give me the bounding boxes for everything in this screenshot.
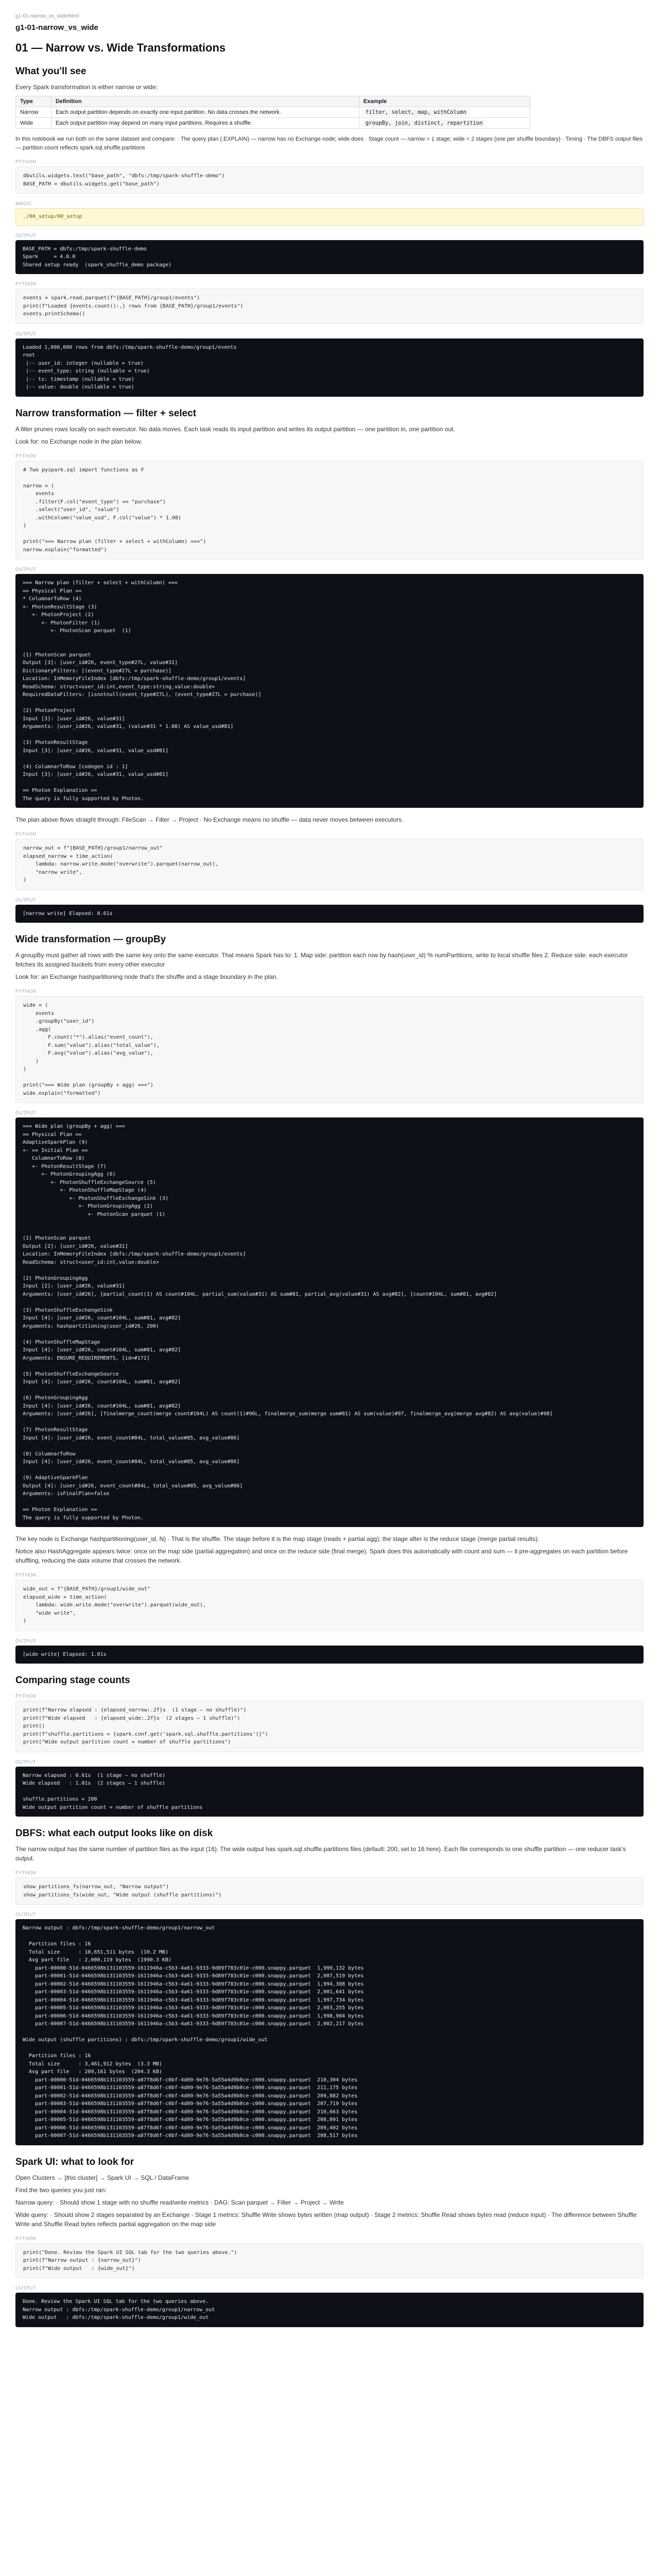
- output-text: Done. Review the Spark UI SQL tab for the two queries above. Narrow output : dbfs:/tmp/spark-shuffle-demo/group1/narrow_out Wide output : dbfs:/tmp/spark-shuffle-demo/group1/wide_out: [23, 2299, 215, 2320]
- output-cell: [15, 331, 644, 397]
- output-text: BASE_PATH = dbfs:/tmp/spark-shuffle-demo Spark = 4.0.0 Shared setup ready (spark_shuffle_demo package): [23, 246, 171, 268]
- table-header: Definition: [51, 96, 359, 107]
- code-block[interactable]: [15, 839, 644, 890]
- output-text: Loaded 1,000,000 rows from dbfs:/tmp/spark-shuffle-demo/group1/events root |-- user_id: integer (nullable = true) |-- event_type: string (nullable = true) |-- ts: timestamp (nullable = true) |-- value: double (nullable = true): [23, 344, 237, 390]
- output-text: [wide write] Elapsed: 1.01s: [23, 1651, 107, 1657]
- output-text: Narrow elapsed : 0.61s (1 stage — no shuffle) Wide elapsed : 1.01s (2 stages — 1 shuffle) shuffle.partitions = 200 Wide output partition count = number of shuffle partitions: [23, 1772, 203, 1810]
- table-cell: Narrow: [16, 107, 51, 118]
- code-block[interactable]: [15, 1701, 644, 1752]
- code-cell[interactable]: [15, 1693, 644, 1752]
- code-cell[interactable]: [15, 989, 644, 1103]
- code-text: print("Done. Review the Spark UI SQL tab for the two queries above.") print(f"Narrow output : {narrow_out}") print(f"Wide output : {wide_out}"): [23, 2249, 237, 2272]
- table-row: [16, 107, 530, 118]
- code-cell[interactable]: [15, 1572, 644, 1631]
- output-cell: [15, 1912, 644, 2145]
- output-block: [15, 2293, 644, 2327]
- output-cell: [15, 1110, 644, 1527]
- wide-paragraph: A groupBy must gather all rows with the same key onto the same executor. That means Spark has to: 1. Map side: partition each row by hash(user_id) % numPartitions, write to local shuffle files 2. Reduce side: each executor fetches its assigned buckets from every other executor: [15, 952, 628, 968]
- table-cell: Each output partition may depend on many input partitions. Requires a shuffle.: [51, 118, 359, 129]
- code-text: narrow_out = f"{BASE_PATH}/group1/narrow_out" elapsed_narrow = time_action( lambda: narrow.write.mode("overwrite").parquet(narrow_out), "narrow write", ): [23, 845, 219, 883]
- section-wide: Wide transformation — groupBy: [15, 934, 166, 945]
- output-cell: [15, 233, 644, 275]
- cell-tag: PYTHON: [15, 281, 37, 286]
- code-block[interactable]: [15, 1877, 644, 1905]
- output-block: [15, 240, 644, 275]
- code-block[interactable]: [15, 166, 644, 194]
- wide-after-notice: Notice also HashAggregate appears twice: once on the map side (partial aggregation) and once on the reduce side (final merge). Spark does this automatically with count and sum — it pre-aggregates on each partition before shuffling, reducing the data volume that crosses the network.: [15, 1548, 628, 1564]
- cell-tag: PYTHON: [15, 989, 37, 994]
- breadcrumb[interactable]: g1-01-narrow_vs_wide/html: [15, 13, 79, 19]
- page-title: 01 — Narrow vs. Wide Transformations: [15, 41, 226, 54]
- output-block: [15, 1117, 644, 1527]
- output-block: [15, 338, 644, 397]
- output-block: [15, 1919, 644, 2145]
- table-header-row: [16, 96, 530, 107]
- code-cell[interactable]: [15, 1870, 644, 1905]
- cell-tag: OUTPUT: [15, 232, 36, 238]
- magic-cell[interactable]: [15, 201, 644, 226]
- ui-narrow: Narrow query: · Should show 1 stage with no shuffle read/write metrics · DAG: Scan parquet → Filter → Project → Write: [15, 2198, 344, 2206]
- ui-wide: Wide query: · Should show 2 stages separated by an Exchange · Stage 1 metrics: Shuffle Write shows bytes written (map output) · Stage 2 metrics: Shuffle Read shows bytes read (reduce input) · The difference between Shuffle Write and Shuffle Read bytes reflects partial aggregation on the map side: [15, 2211, 637, 2228]
- output-block: [15, 1646, 644, 1664]
- table-header: Type: [16, 96, 51, 107]
- cell-tag: OUTPUT: [15, 567, 36, 572]
- cell-tag: PYTHON: [15, 1572, 37, 1578]
- output-block: [15, 905, 644, 923]
- cell-tag: OUTPUT: [15, 1759, 36, 1765]
- magic-text: ./00_setup/00_setup: [23, 214, 82, 219]
- code-text: events = spark.read.parquet(f"{BASE_PATH}/group1/events") print(f"Loaded {events.count():,} rows from {BASE_PATH}/group1/events") events.printSchema(): [23, 295, 244, 317]
- ui-open: Open Clusters → [this cluster] → Spark UI → SQL / DataFrame: [15, 2174, 189, 2181]
- section-what-youll-see: What you'll see: [15, 66, 86, 77]
- output-text: Narrow output : dbfs:/tmp/spark-shuffle-demo/group1/narrow_out Partition files : 16 Total size : 10,651,511 bytes (10.2 MB) Avg part file : 2,000,119 bytes (1990.3 KB) part-00000-51d-0466598b131103559-1611946a-c5b3-4a61-9333-9d89f783c01e-c000.snappy.parquet 1,999,132 bytes part-00001-51d-0466598b131103559-1611946a-c5b3-4a61-9333-9d89f783c01e-c000.snappy.parquet 2,007,519 bytes part-00002-51d-0466598b131103559-1611946a-c5b3-4a61-9333-9d89f783c01e-c000.snappy.parquet 1,994,308 bytes part-00003-51d-0466598b131103559-1611946a-c5b3-4a61-9333-9d89f783c01e-c000.snappy.parquet 2,001,641 bytes part-00004-51d-0466598b131103559-1611946a-c5b3-4a61-9333-9d89f783c01e-c000.snappy.parquet 1,997,734 bytes part-00005-51d-0466598b131103559-1611946a-c5b3-4a61-9333-9d89f783c01e-c000.snappy.parquet 2,003,255 bytes part-00006-51d-0466598b131103559-1611946a-c5b3-4a61-9333-9d89f783c01e-c000.snappy.parquet 1,998,904 bytes part-00007-51d-0466598b131103559-1611946a-c5b3-4a61-9333-9d89f783c01e-c000.snappy.parquet 2,002,217 bytes Wide output (shuffle partitions) : dbfs:/tmp/spark-shuffle-demo/group1/wide_out Partition files : 16 Total size : 3,461,912 bytes (3.3 MB) Avg part file : 209,161 bytes (204.3 KB) part-00000-51d-0466598b131103559-a87f8d6f-c0bf-4d09-9e76-5a55a4d9b0ce-c000.snappy.parquet 210,304 bytes part-00001-51d-0466598b131103559-a87f8d6f-c0bf-4d09-9e76-5a55a4d9b0ce-c000.snappy.parquet 211,175 bytes part-00002-51d-0466598b131103559-a87f8d6f-c0bf-4d09-9e76-5a55a4d9b0ce-c000.snappy.parquet 209,882 bytes part-00003-51d-0466598b131103559-a87f8d6f-c0bf-4d09-9e76-5a55a4d9b0ce-c000.snappy.parquet 207,719 bytes part-00004-51d-0466598b131103559-a87f8d6f-c0bf-4d09-9e76-5a55a4d9b0ce-c000.snappy.parquet 210,663 bytes part-00005-51d-0466598b131103559-a87f8d6f-c0bf-4d09-9e76-5a55a4d9b0ce-c000.snappy.parquet 208,091 bytes part-00006-51d-0466598b131103559-a87f8d6f-c0bf-4d09-9e76-5a55a4d9b0ce-c000.snappy.parquet 209,402 bytes part-00007-51d-0466598b131103559-a87f8d6f-c0bf-4d09-9e76-5a55a4d9b0ce-c000.snappy.parquet 208,517 bytes: [23, 1925, 364, 2139]
- output-cell: [15, 2285, 644, 2327]
- output-cell: [15, 567, 644, 808]
- cell-tag: MAGIC: [15, 201, 32, 206]
- wide-lookfor: Look for: an Exchange hashpartitioning node that's the shuffle and a stage boundary in the plan.: [15, 973, 278, 980]
- output-text: [narrow write] Elapsed: 0.61s: [23, 910, 113, 917]
- cell-tag: PYTHON: [15, 453, 37, 459]
- code-block[interactable]: [15, 289, 644, 324]
- section-compare: Comparing stage counts: [15, 1675, 130, 1686]
- code-block[interactable]: [15, 2243, 644, 2279]
- narrow-after: The plan above flows straight through: FileScan → Filter → Project · No Exchange means no shuffle — data never moves between executors.: [15, 816, 404, 823]
- inline-code: groupBy, join, distinct, repartition: [363, 120, 485, 127]
- cell-tag: OUTPUT: [15, 1638, 36, 1643]
- code-cell[interactable]: [15, 281, 644, 324]
- table-header: Example: [359, 96, 530, 107]
- narrow-wide-table: [15, 96, 530, 129]
- cell-tag: PYTHON: [15, 832, 37, 837]
- cell-tag: PYTHON: [15, 1870, 37, 1875]
- see-intro: Every Spark transformation is either narrow or wide:: [15, 83, 158, 91]
- table-cell: [359, 118, 530, 129]
- section-dbfs: DBFS: what each output looks like on disk: [15, 1828, 213, 1839]
- code-cell[interactable]: [15, 159, 644, 194]
- table-row: [16, 118, 530, 129]
- cell-tag: OUTPUT: [15, 1912, 36, 1917]
- code-cell[interactable]: [15, 832, 644, 890]
- section-spark-ui: Spark UI: what to look for: [15, 2156, 134, 2167]
- code-cell[interactable]: [15, 2236, 644, 2279]
- dbfs-paragraph: The narrow output has the same number of partition files as the input (16). The wide output has spark.sql.shuffle.partitions files (default: 200, set to 16 here). Each file corresponds to one shuffle partition — one reducer task's output.: [15, 1845, 626, 1862]
- output-text: === Wide plan (groupBy + agg) === == Physical Plan == AdaptiveSparkPlan (9) +- == Initial Plan == ColumnarToRow (8) +- PhotonResultStage (7) +- PhotonGroupingAgg (6) +- PhotonShuffleExchangeSource (5) +- PhotonShuffleMapStage (4) +- PhotonShuffleExchangeSink (3) +- PhotonGroupingAgg (2) +- PhotonScan parquet (1) (1) PhotonScan parquet Output [2]: [user_id#26, value#31] Location: InMemoryFileIndex [dbfs:/tmp/spark-shuffle-demo/group1/events] ReadSchema: struct<user_id:int,value:double> (2) PhotonGroupingAgg Input [2]: [user_id#26, value#31] Arguments: [user_id#26], [partial_count(1) AS count#104L, partial_sum(value#31) AS sum#81, partial_avg(value#31) AS avg#82], [count#104L, sum#81, avg#82] (3) PhotonShuffleExchangeSink Input [4]: [user_id#26, count#104L, sum#81, avg#82] Arguments: hashpartitioning(user_id#26, 200) (4) PhotonShuffleMapStage Input [4]: [user_id#26, count#104L, sum#81, avg#82] Arguments: ENSURE_REQUIREMENTS, [id=#172] (5) PhotonShuffleExchangeSource Input [4]: [user_id#26, count#104L, sum#81, avg#82] (6) PhotonGroupingAgg Input [4]: [user_id#26, count#104L, sum#81, avg#82] Arguments: [user_id#26], [finalmerge_count(merge count#104L) AS count(1)#96L, finalmerge_sum(merge sum#81) AS sum(value)#97, finalmerge_avg(merge avg#82) AS avg(value)#98] (7) PhotonResultStage Input [4]: [user_id#26, event_count#84L, total_value#85, avg_value#86] (8) ColumnarToRow Input [4]: [user_id#26, event_count#84L, total_value#85, avg_value#86] (9) AdaptiveSparkPlan Output [4]: [user_id#26, event_count#84L, total_value#85, avg_value#86] Arguments: isFinalPlan=false == Photon Explanation == The query is fully supported by Photon.: [23, 1124, 553, 1521]
- code-text: wide_out = f"{BASE_PATH}/group1/wide_out" elapsed_wide = time_action( lambda: wide.write.mode("overwrite").parquet(wide_out), "wide write", ): [23, 1586, 206, 1624]
- cell-tag: PYTHON: [15, 2235, 37, 2241]
- cell-tag: OUTPUT: [15, 897, 36, 903]
- output-text: === Narrow plan (filter + select + withColumn) === == Physical Plan == * ColumnarToRow (4) +- PhotonResultStage (3) +- PhotonProject (2) +- PhotonFilter (1) +- PhotonScan parquet (1) (1) PhotonScan parquet Output [3]: [user_id#26, event_type#27L, value#31] DictionaryFilters: [(event_type#27L = purchase)] Location: InMemoryFileIndex [dbfs:/tmp/spark-shuffle-demo/group1/events] ReadSchema: struct<user_id:int,event_type:string,value:double> RequiredDataFilters: [isnotnull(event_type#27L), (event_type#27L = purchase)] (2) PhotonProject Input [3]: [user_id#26, value#31] Arguments: [user_id#26, value#31, (value#31 * 1.08) AS value_usd#81] (3) PhotonResultStage Input [3]: [user_id#26, value#31, value_usd#81] (4) ColumnarToRow [codegen id : 1] Input [3]: [user_id#26, value#31, value_usd#81] == Photon Explanation == The query is fully supported by Photon.: [23, 580, 262, 802]
- code-text: show_partitions_fs(narrow_out, "Narrow output") show_partitions_fs(wide_out, "Wide output (shuffle partitions)"): [23, 1884, 222, 1898]
- code-block[interactable]: [15, 996, 644, 1103]
- inline-code: filter, select, map, withColumn: [363, 109, 469, 116]
- code-block[interactable]: [15, 1580, 644, 1631]
- cell-tag: PYTHON: [15, 159, 37, 164]
- section-narrow: Narrow transformation — filter + select: [15, 408, 197, 419]
- code-cell[interactable]: [15, 453, 644, 560]
- code-text: wide = ( events .groupBy("user_id") .agg( F.count("*").alias("event_count"), F.sum("value").alias("total_value"), F.avg("value").alias("avg_value"), ) ) print("=== Wide plan (groupBy + agg) ===") wide.explain("formatted"): [23, 1003, 160, 1096]
- see-paragraph: In this notebook we run both on the same dataset and compare: · The query plan (.EXPLAIN) — narrow has no Exchange node; wide does · Stage count — narrow = 1 stage; wide = 2 stages (one per shuffle boundary) · Timing · The DBFS output files — partition count reflects spark.sql.shuffle.partitions: [15, 136, 643, 151]
- narrow-paragraph: A filter prunes rows locally on each executor. No data moves. Each task reads its input partition and writes its output partition — one partition in, one partition out.: [15, 425, 455, 433]
- notebook-title: g1-01-narrow_vs_wide: [15, 23, 98, 32]
- code-text: # Two pyspark.sql import functions as F narrow = ( events .filter(F.col("event_type") == "purchase") .select("user_id", "value") .withColumn("value_usd", F.col("value") * 1.08) ) print("=== Narrow plan (filter + select + withColumn) ===") narrow.explain("formatted"): [23, 467, 206, 553]
- cell-tag: OUTPUT: [15, 2285, 36, 2291]
- table-cell: Wide: [16, 118, 51, 129]
- cell-tag: OUTPUT: [15, 331, 36, 336]
- cell-tag: OUTPUT: [15, 1110, 36, 1115]
- table-cell: Each output partition depends on exactly one input partition. No data crosses the network.: [51, 107, 359, 118]
- run-magic-block[interactable]: [15, 208, 644, 226]
- table-cell: [359, 107, 530, 118]
- ui-find: Find the two queries you just ran:: [15, 2186, 107, 2194]
- output-block: [15, 574, 644, 808]
- code-text: print(f"Narrow elapsed : {elapsed_narrow:.2f}s (1 stage — no shuffle)") print(f"Wide elapsed : {elapsed_wide:.2f}s (2 stages — 1 shuffle)") print() print(f"shuffle.partitions = {spark.conf.get('spark.sql.shuffle.partitions')}") print("Wide output partition count = number of shuffle partitions"): [23, 1707, 268, 1745]
- output-cell: [15, 897, 644, 923]
- output-block: [15, 1767, 644, 1817]
- code-text: dbutils.widgets.text("base_path", "dbfs:/tmp/spark-shuffle-demo") BASE_PATH = dbutils.widgets.get("base_path"): [23, 173, 225, 187]
- narrow-lookfor: Look for: no Exchange node in the plan below.: [15, 437, 143, 445]
- output-cell: [15, 1759, 644, 1817]
- output-cell: [15, 1638, 644, 1664]
- cell-tag: PYTHON: [15, 1693, 37, 1699]
- wide-after: The key node is Exchange hashpartitioning(user_id, N) · That is the shuffle. The stage before it is the map stage (reads + partial agg); the stage after is the reduce stage (merge partial results).: [15, 1535, 540, 1543]
- code-block[interactable]: [15, 461, 644, 560]
